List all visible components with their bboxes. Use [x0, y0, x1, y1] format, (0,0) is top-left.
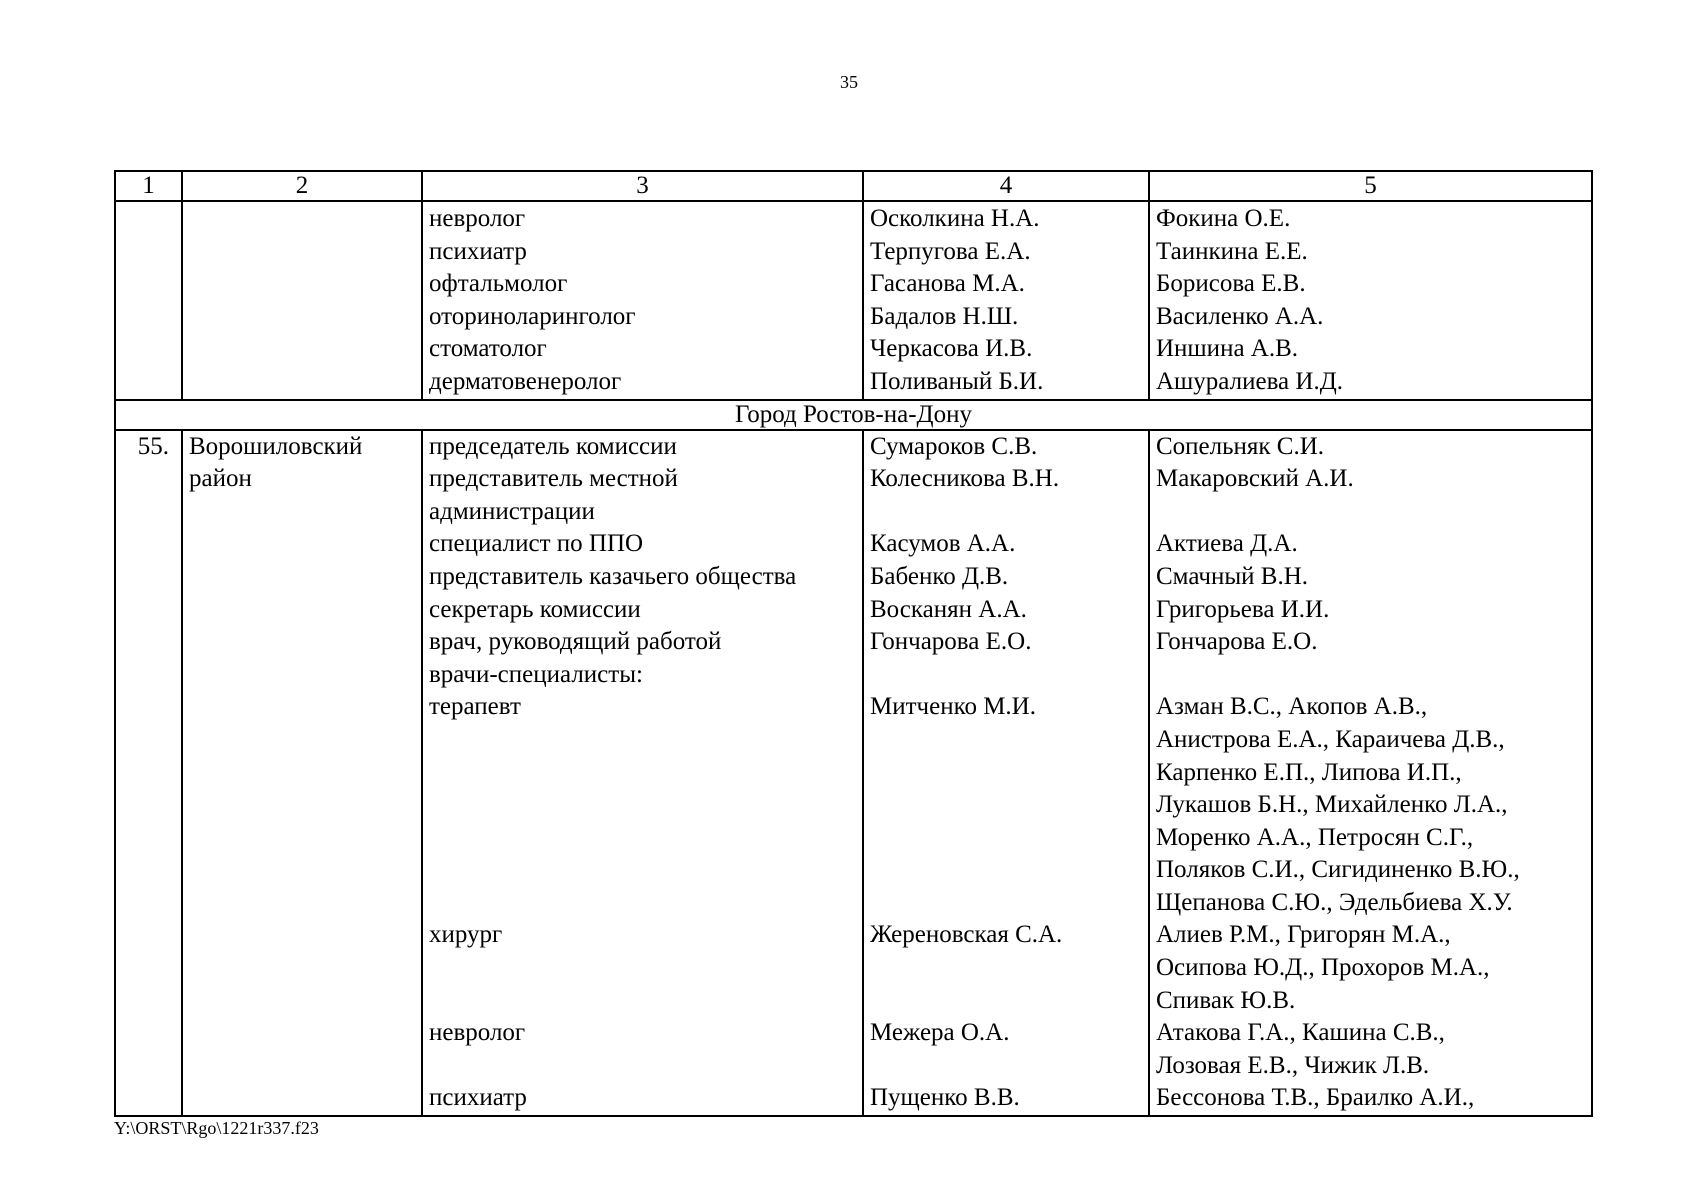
member-name: Касумов А.А.	[870, 530, 1016, 558]
reserve-cell	[1149, 201, 1592, 400]
row-number-cell: 55.	[115, 430, 182, 1116]
page-number: 35	[840, 72, 858, 92]
member-name: Терпугова Е.А.	[870, 237, 1031, 265]
reserve-name: Актиева Д.А.	[1156, 530, 1298, 558]
role-therapist: терапевт	[429, 693, 521, 721]
reserve-name: Щепанова С.Ю., Эдельбиева Х.У.	[1156, 888, 1513, 916]
header-col-5: 5	[1149, 171, 1592, 201]
district-name-line: Ворошиловский	[189, 432, 363, 460]
role-secretary: секретарь комиссии	[429, 595, 641, 623]
reserve-name: Григорьева И.И.	[1156, 595, 1330, 623]
reserve-name: Макаровский А.И.	[1156, 465, 1354, 493]
role-chairman: председатель комиссии	[429, 432, 677, 460]
role-dermatovenerologist: дерматовенеролог	[429, 367, 622, 395]
member-name: Сумароков С.В.	[870, 432, 1038, 460]
role-local-admin-cont: администрации	[429, 497, 595, 525]
member-name: Пущенко В.В.	[870, 1084, 1020, 1112]
member-name: Гончарова Е.О.	[870, 628, 1032, 656]
reserve-name: Бессонова Т.В., Браилко А.И.,	[1156, 1084, 1475, 1112]
table-row	[115, 430, 1592, 1116]
reserve-name: Сопельняк С.И.	[1156, 432, 1325, 460]
section-row	[115, 400, 1592, 430]
role-surgeon: хирург	[429, 921, 503, 949]
role-lead-doctor: врач, руководящий работой	[429, 628, 722, 656]
reserve-name: Атакова Г.А., Кашина С.В.,	[1156, 1019, 1445, 1047]
header-col-1: 1	[115, 171, 182, 201]
commission-table	[114, 170, 1593, 1117]
reserve-name: Лукашов Б.Н., Михайленко Л.А.,	[1156, 791, 1508, 819]
member-name: Межера О.А.	[870, 1019, 1010, 1047]
member-name: Восканян А.А.	[870, 595, 1027, 623]
role-cossack-rep: представитель казачьего общества	[429, 562, 797, 590]
section-title: Город Ростов-на-Дону	[115, 400, 1592, 430]
role-cell	[422, 201, 863, 400]
reserve-name: Иншина А.В.	[1156, 335, 1299, 363]
reserve-name: Карпенко Е.П., Липова И.П.,	[1156, 758, 1462, 786]
reserve-name: Таинкина Е.Е.	[1156, 237, 1308, 265]
district-cell	[182, 430, 422, 1116]
role-local-admin: представитель местной	[429, 465, 678, 493]
reserve-name: Фокина О.Е.	[1156, 205, 1291, 232]
member-cell	[863, 201, 1149, 400]
file-path-footer: Y:\ORST\Rgo\1221r337.f23	[114, 1118, 319, 1138]
reserve-name: Осипова Ю.Д., Прохоров М.А.,	[1156, 954, 1490, 982]
reserve-name: Алиев Р.М., Григорян М.А.,	[1156, 921, 1451, 949]
reserve-name: Анистрова Е.А., Караичева Д.В.,	[1156, 725, 1505, 753]
role-cell	[422, 430, 863, 1116]
member-name: Черкасова И.В.	[870, 335, 1033, 363]
role-otolaryngologist: оториноларинголог	[429, 302, 636, 330]
member-name: Митченко М.И.	[870, 693, 1036, 721]
role-neurologist: невролог	[429, 205, 526, 232]
reserve-name: Поляков С.И., Сигидиненко В.Ю.,	[1156, 856, 1520, 884]
reserve-name: Смачный В.Н.	[1156, 562, 1309, 590]
reserve-name: Василенко А.А.	[1156, 302, 1324, 330]
header-col-3: 3	[422, 171, 863, 201]
member-name: Поливаный Б.И.	[870, 367, 1044, 395]
reserve-name: Азман В.С., Акопов А.В.,	[1156, 693, 1428, 721]
member-name: Бадалов Н.Ш.	[870, 302, 1019, 330]
member-name: Осколкина Н.А.	[870, 205, 1040, 232]
role-dentist: стоматолог	[429, 335, 547, 363]
table-row	[115, 201, 1592, 400]
header-col-2: 2	[182, 171, 422, 201]
header-row	[115, 171, 1592, 201]
header-col-4: 4	[863, 171, 1149, 201]
reserve-name: Моренко А.А., Петросян С.Г.,	[1156, 823, 1474, 851]
member-name: Гасанова М.А.	[870, 270, 1025, 298]
role-specialists-heading: врачи-специалисты:	[429, 660, 643, 688]
reserve-name: Спивак Ю.В.	[1156, 986, 1296, 1014]
role-ppo-specialist: специалист по ППО	[429, 530, 644, 558]
role-ophthalmologist: офтальмолог	[429, 270, 568, 298]
member-name: Бабенко Д.В.	[870, 562, 1009, 590]
row-number-cell	[115, 201, 182, 400]
reserve-name: Лозовая Е.В., Чижик Л.В.	[1156, 1051, 1430, 1079]
role-neurologist: невролог	[429, 1019, 526, 1047]
member-name: Жереновская С.А.	[870, 921, 1063, 949]
reserve-name: Гончарова Е.О.	[1156, 628, 1318, 656]
district-name-line: район	[189, 465, 252, 493]
member-cell	[863, 430, 1149, 1116]
role-psychiatrist: психиатр	[429, 237, 527, 265]
reserve-cell	[1149, 430, 1592, 1116]
reserve-name: Борисова Е.В.	[1156, 270, 1306, 298]
reserve-name: Ашуралиева И.Д.	[1156, 367, 1343, 395]
member-name: Колесникова В.Н.	[870, 465, 1060, 493]
role-psychiatrist: психиатр	[429, 1084, 527, 1112]
district-cell	[182, 201, 422, 400]
